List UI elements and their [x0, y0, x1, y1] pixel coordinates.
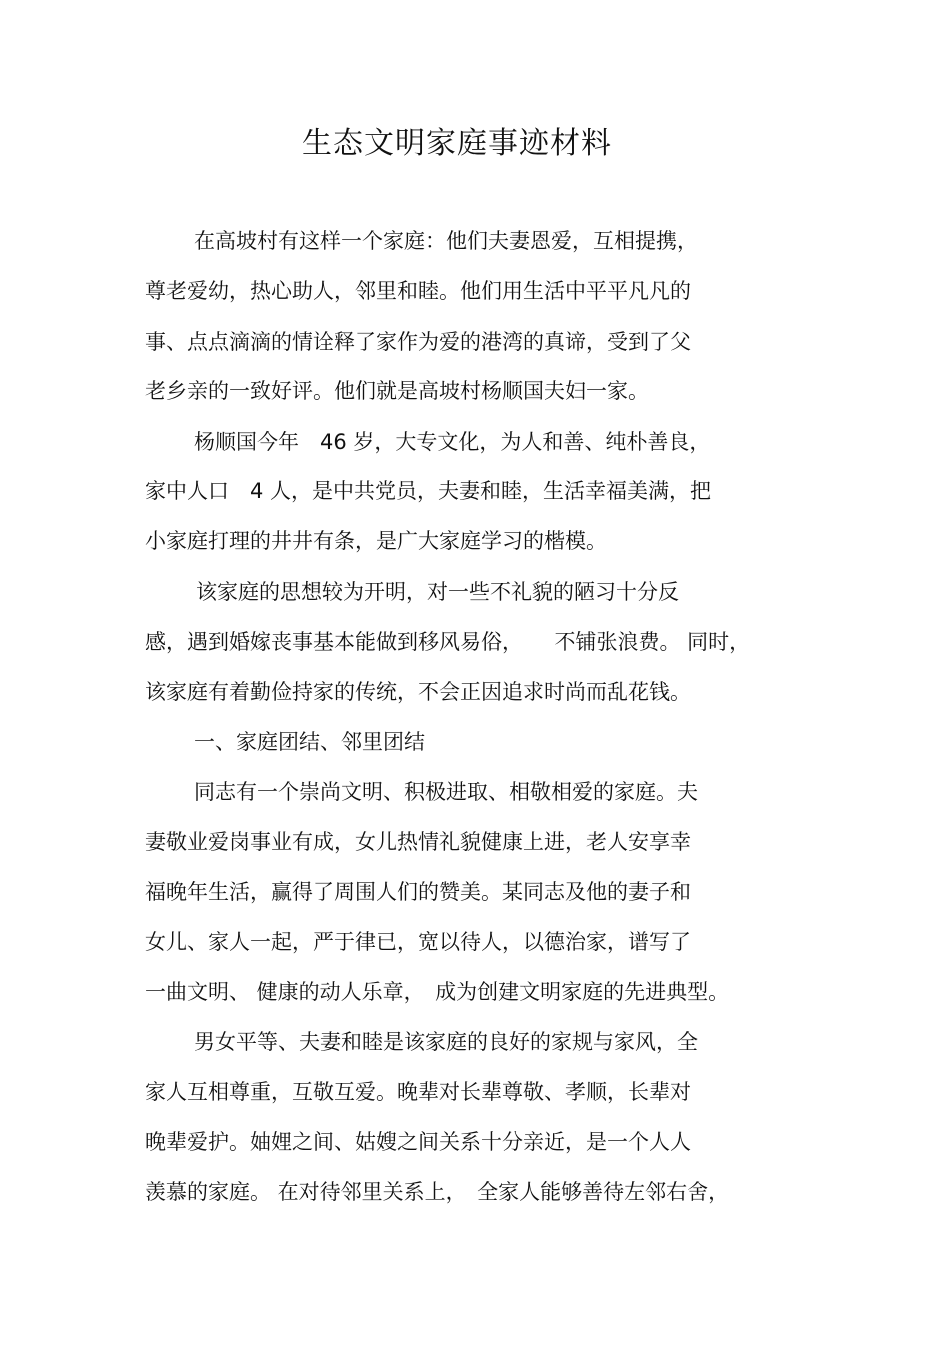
body-line: 男女平等、夫妻和睦是该家庭的良好的家规与家风，全: [194, 1030, 698, 1054]
body-line: 在高坡村有这样一个家庭：他们夫妻恩爱，互相提携，: [194, 229, 698, 253]
body-line: 事、点点滴滴的情诠释了家作为爱的港湾的真谛，受到了父: [145, 330, 691, 354]
body-line: 妻敬业爱岗事业有成，女儿热情礼貌健康上进，老人安享幸: [145, 830, 691, 854]
body-line: 家中人口 4 人，是中共党员，夫妻和睦，生活幸福美满，把: [145, 479, 712, 503]
body-line: 尊老爱幼，热心助人，邻里和睦。他们用生活中平平凡凡的: [145, 279, 691, 303]
body-line: 女儿、家人一起，严于律已，宽以待人，以德治家，谱写了: [145, 930, 691, 954]
section-heading: 一、家庭团结、邻里团结: [194, 730, 425, 754]
body-line: 小家庭打理的井井有条，是广大家庭学习的楷模。: [145, 529, 607, 553]
body-line: 晚辈爱护。妯娌之间、姑嫂之间关系十分亲近，是一个人人: [145, 1130, 691, 1154]
body-line: 家人互相尊重，互敬互爱。晚辈对长辈尊敬、孝顺，长辈对: [145, 1080, 691, 1104]
body-line: 杨顺国今年 46 岁，大专文化，为人和善、纯朴善良，: [194, 430, 711, 454]
body-line: 一曲文明、 健康的动人乐章， 成为创建文明家庭的先进典型。: [145, 980, 730, 1004]
body-line: 羡慕的家庭。 在对待邻里关系上， 全家人能够善待左邻右舍，: [145, 1180, 730, 1204]
body-line: 该家庭的思想较为开明，对一些不礼貌的陋习十分反: [196, 580, 679, 604]
body-line: 该家庭有着勤俭持家的传统，不会正因追求时尚而乱花钱。: [145, 680, 691, 704]
document-title: 生态文明家庭事迹材料: [302, 126, 612, 161]
body-line: 感，遇到婚嫁丧事基本能做到移风易俗， 不铺张浪费。 同时，: [145, 630, 751, 654]
body-line: 同志有一个崇尚文明、积极进取、相敬相爱的家庭。夫: [194, 780, 698, 804]
body-line: 老乡亲的一致好评。他们就是高坡村杨顺国夫妇一家。: [145, 379, 649, 403]
body-line: 福晚年生活，赢得了周围人们的赞美。某同志及他的妻子和: [145, 880, 691, 904]
